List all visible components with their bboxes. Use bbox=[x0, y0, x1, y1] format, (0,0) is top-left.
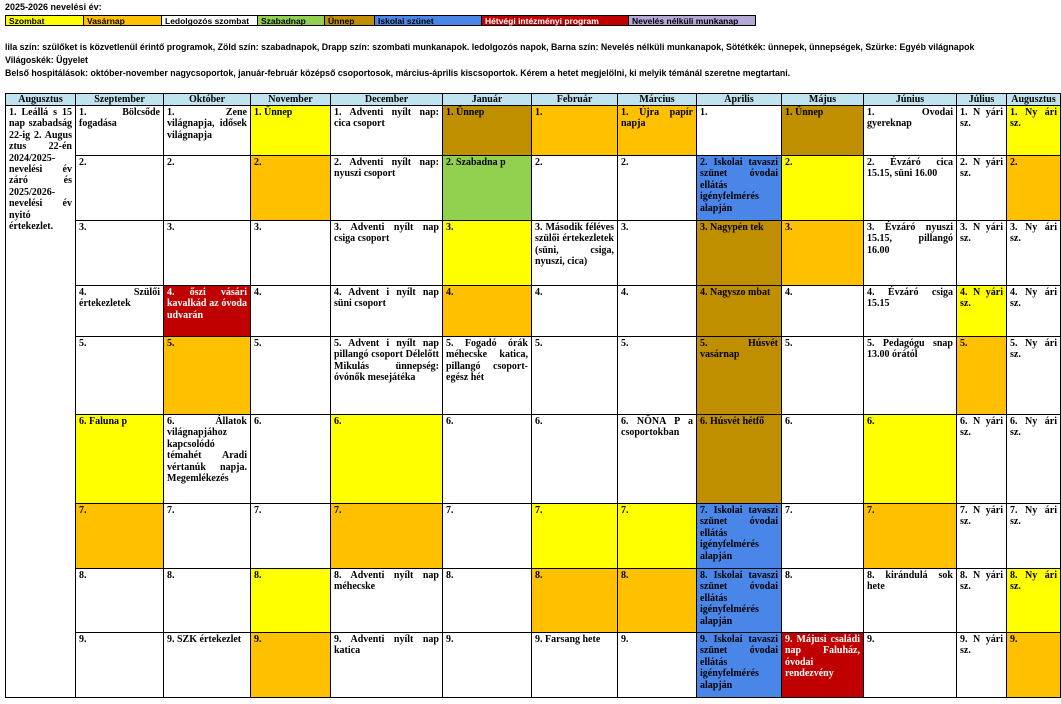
calendar-cell: 1. Zene világnapja, idősek világnapja bbox=[164, 106, 251, 156]
calendar-cell: 9. bbox=[864, 633, 957, 698]
calendar-cell: 5. bbox=[251, 337, 331, 415]
calendar-cell: 7. bbox=[164, 504, 251, 569]
calendar-cell: 7. Iskolai tavaszi szünet óvodai ellátás igényfelmérés alapján bbox=[697, 504, 782, 569]
calendar-cell: 9. N yári sz. bbox=[957, 633, 1007, 698]
table-row bbox=[6, 221, 1061, 286]
calendar-cell: 9. bbox=[1007, 633, 1061, 698]
table-row bbox=[6, 415, 1061, 504]
calendar-cell: 8. bbox=[782, 569, 864, 633]
calendar-cell: 1. Bölcsőde fogadása bbox=[76, 106, 164, 156]
table-row bbox=[6, 633, 1061, 698]
calendar-cell: 3. Évzáró nyuszi 15.15, pillangó 16.00 bbox=[864, 221, 957, 286]
calendar-cell: 1. Ny ári sz. bbox=[1007, 106, 1061, 156]
legend-item: Vasárnap bbox=[83, 15, 162, 26]
calendar-cell: 5. Ny ári sz. bbox=[1007, 337, 1061, 415]
calendar-cell: 3. Ny ári sz. bbox=[1007, 221, 1061, 286]
calendar-cell: 3. bbox=[782, 221, 864, 286]
month-header: Augusztus bbox=[1007, 94, 1061, 106]
legend bbox=[5, 15, 755, 26]
calendar-cell: 8. bbox=[164, 569, 251, 633]
legend-item: Ledolgozós szombat bbox=[161, 15, 258, 26]
calendar-cell: 4. Évzáró csiga 15.15 bbox=[864, 286, 957, 337]
first-column-note: 1. Leállá s 15 nap szabadság 22-ig 2. Augus ztus 22-én 2024/2025-nevelési év záró és 2025/2026-nevelési év nyitó értekezlet. bbox=[6, 106, 76, 698]
calendar-cell: 9. bbox=[618, 633, 697, 698]
calendar-cell: 7. bbox=[76, 504, 164, 569]
calendar-cell: 7. bbox=[782, 504, 864, 569]
calendar-cell: 7. bbox=[251, 504, 331, 569]
calendar-cell: 5. bbox=[164, 337, 251, 415]
calendar-cell: 4. bbox=[443, 286, 532, 337]
month-header: Április bbox=[697, 94, 782, 106]
calendar-cell: 8. bbox=[618, 569, 697, 633]
calendar-cell: 1. Adventi nyílt nap: cica csoport bbox=[331, 106, 443, 156]
calendar-cell: 6. NÖNA P a csoportokban bbox=[618, 415, 697, 504]
month-header: Március bbox=[618, 94, 697, 106]
calendar-cell: 8. N yári sz. bbox=[957, 569, 1007, 633]
legend-item: Hétvégi intézményi program bbox=[481, 15, 629, 26]
note-line: Belső hospitálások: október-november nagycsoportok, január-február középső csoportosok, március-április kiscsoportok. Kérem a hetet megjelölni, ki melyik témánál szeretne megtartani. bbox=[5, 67, 791, 78]
calendar-cell: 4. Szülői értekezletek bbox=[76, 286, 164, 337]
month-header: Május bbox=[782, 94, 864, 106]
calendar-cell: 9. SZK értekezlet bbox=[164, 633, 251, 698]
calendar-cell: 8. Iskolai tavaszi szünet óvodai ellátás igényfelmérés alapján bbox=[697, 569, 782, 633]
calendar-cell: 4. Advent i nyílt nap süni csoport bbox=[331, 286, 443, 337]
month-header: Július bbox=[957, 94, 1007, 106]
calendar-cell: 8. bbox=[251, 569, 331, 633]
calendar-cell: 6. bbox=[251, 415, 331, 504]
calendar-cell: 2. Szabadna p bbox=[443, 156, 532, 221]
calendar-cell: 3. Második féléves szülői értekezletek (süni, csiga, nyuszi, cica) bbox=[532, 221, 618, 286]
calendar-cell: 4. bbox=[618, 286, 697, 337]
calendar-cell: 4. bbox=[251, 286, 331, 337]
calendar-cell: 4. Ny ári sz. bbox=[1007, 286, 1061, 337]
calendar-cell: 6. bbox=[782, 415, 864, 504]
calendar-cell: 9. Iskolai tavaszi szünet óvodai ellátás igényfelmérés alapján bbox=[697, 633, 782, 698]
month-header: November bbox=[251, 94, 331, 106]
calendar-cell: 8. bbox=[76, 569, 164, 633]
calendar-cell: 3. bbox=[76, 221, 164, 286]
calendar-cell: 9. bbox=[443, 633, 532, 698]
calendar-cell: 1. bbox=[697, 106, 782, 156]
calendar-cell: 3. Nagypén tek bbox=[697, 221, 782, 286]
calendar-cell: 4. bbox=[782, 286, 864, 337]
calendar-cell: 5. Húsvét vasárnap bbox=[697, 337, 782, 415]
month-header: Augusztus bbox=[6, 94, 76, 106]
calendar-cell: 6. bbox=[331, 415, 443, 504]
calendar-cell: 1. Ünnep bbox=[443, 106, 532, 156]
calendar-cell: 4. N yári sz. bbox=[957, 286, 1007, 337]
calendar-cell: 2. bbox=[618, 156, 697, 221]
calendar-cell: 9. Májusi családi nap Faluház, óvodai rendezvény bbox=[782, 633, 864, 698]
calendar-cell: 9. Adventi nyílt nap katica bbox=[331, 633, 443, 698]
calendar-cell: 2. bbox=[164, 156, 251, 221]
calendar-cell: 5. bbox=[532, 337, 618, 415]
calendar-cell: 3. bbox=[251, 221, 331, 286]
calendar-cell: 6. Ny ári sz. bbox=[1007, 415, 1061, 504]
calendar-cell: 2. bbox=[251, 156, 331, 221]
calendar-cell: 8. bbox=[443, 569, 532, 633]
calendar-cell: 2. bbox=[532, 156, 618, 221]
calendar-cell: 6. Állatok világnapjához kapcsolódó témahét Aradi vértanúk napja. Megemlékezés bbox=[164, 415, 251, 504]
calendar-cell: 3. Adventi nyílt nap csiga csoport bbox=[331, 221, 443, 286]
calendar-cell: 7. bbox=[618, 504, 697, 569]
calendar-cell: 9. bbox=[251, 633, 331, 698]
calendar-cell: 2. Évzáró cica 15.15, süni 16.00 bbox=[864, 156, 957, 221]
calendar-cell: 7. bbox=[532, 504, 618, 569]
calendar-cell: 4. őszi vásári kavalkád az óvoda udvarán bbox=[164, 286, 251, 337]
month-header: Január bbox=[443, 94, 532, 106]
calendar-cell: 7. Ny ári sz. bbox=[1007, 504, 1061, 569]
calendar-cell: 3. bbox=[443, 221, 532, 286]
calendar-cell: 6. Faluna p bbox=[76, 415, 164, 504]
page-title: 2025-2026 nevelési év: bbox=[5, 2, 102, 12]
calendar-cell: 1. Ovodai gyereknap bbox=[864, 106, 957, 156]
calendar-cell: 2. N yári sz. bbox=[957, 156, 1007, 221]
legend-item: Szabadnap bbox=[257, 15, 325, 26]
calendar-cell: 1. Ünnep bbox=[782, 106, 864, 156]
legend-item: Iskolai szünet bbox=[374, 15, 482, 26]
month-header: Június bbox=[864, 94, 957, 106]
calendar-cell: 4. Nagyszo mbat bbox=[697, 286, 782, 337]
table-row bbox=[6, 106, 1061, 156]
month-header: December bbox=[331, 94, 443, 106]
table-row bbox=[6, 337, 1061, 415]
calendar-cell: 7. N yári sz. bbox=[957, 504, 1007, 569]
table-row bbox=[6, 156, 1061, 221]
calendar-cell: 2. bbox=[76, 156, 164, 221]
calendar-table bbox=[5, 93, 1061, 698]
calendar-cell: 3. N yári sz. bbox=[957, 221, 1007, 286]
calendar-cell: 8. Ny ári sz. bbox=[1007, 569, 1061, 633]
calendar-cell: 7. bbox=[331, 504, 443, 569]
note-line: lila szín: szülőket is közvetlenül érintő programok, Zöld szín: szabadnapok, Drapp szín: szombati munkanapok. ledolgozós napok, Barna szín: Nevelés nélküli munkanapok, Sötétkék: ünnepek, ünnepségek, Szürke: Egyéb világnapok bbox=[5, 42, 975, 52]
legend-item: Szombat bbox=[5, 15, 84, 26]
legend-item: Ünnep bbox=[324, 15, 375, 26]
calendar-cell: 6. bbox=[443, 415, 532, 504]
month-header: Október bbox=[164, 94, 251, 106]
calendar-cell: 6. Húsvét hétfő bbox=[697, 415, 782, 504]
calendar-cell: 6. bbox=[864, 415, 957, 504]
table-row bbox=[6, 569, 1061, 633]
calendar-cell: 5. bbox=[76, 337, 164, 415]
calendar-cell: 2. bbox=[782, 156, 864, 221]
calendar-cell: 6. bbox=[532, 415, 618, 504]
calendar-cell: 5. Advent i nyílt nap pillangó csoport Délelőtt Mikulás ünnepség: óvónők mesejátéka bbox=[331, 337, 443, 415]
calendar-cell: 4. bbox=[532, 286, 618, 337]
calendar-cell: 5. bbox=[957, 337, 1007, 415]
table-row bbox=[6, 504, 1061, 569]
note-line: Világoskék: Ügyelet bbox=[5, 54, 88, 65]
calendar-cell: 1. bbox=[532, 106, 618, 156]
calendar-cell: 2. bbox=[1007, 156, 1061, 221]
calendar-cell: 8. kirándulá sok hete bbox=[864, 569, 957, 633]
calendar-cell: 6. N yári sz. bbox=[957, 415, 1007, 504]
calendar-cell: 2. Iskolai tavaszi szünet óvodai ellátás igényfelmérés alapján bbox=[697, 156, 782, 221]
calendar-cell: 5. bbox=[782, 337, 864, 415]
month-header: Február bbox=[532, 94, 618, 106]
calendar-cell: 8. Adventi nyílt nap méhecske bbox=[331, 569, 443, 633]
calendar-cell: 9. Farsang hete bbox=[532, 633, 618, 698]
month-header-row bbox=[6, 94, 1061, 106]
notes bbox=[5, 41, 1055, 79]
legend-item: Nevelés nélküli munkanap bbox=[628, 15, 756, 26]
calendar-cell: 5. Pedagógu snap 13.00 órától bbox=[864, 337, 957, 415]
calendar-cell: 7. bbox=[443, 504, 532, 569]
calendar-cell: 8. bbox=[532, 569, 618, 633]
calendar-cell: 7. bbox=[864, 504, 957, 569]
calendar-cell: 9. bbox=[76, 633, 164, 698]
calendar-cell: 5. Fogadó órák méhecske katica, pillangó csoport-egész hét bbox=[443, 337, 532, 415]
calendar-cell: 5. bbox=[618, 337, 697, 415]
month-header: Szeptember bbox=[76, 94, 164, 106]
calendar-cell: 3. bbox=[618, 221, 697, 286]
calendar-cell: 2. Adventi nyílt nap: nyuszi csoport bbox=[331, 156, 443, 221]
calendar-cell: 1. Újra papír napja bbox=[618, 106, 697, 156]
calendar-cell: 1. Ünnep bbox=[251, 106, 331, 156]
calendar-cell: 1. N yári sz. bbox=[957, 106, 1007, 156]
table-row bbox=[6, 286, 1061, 337]
calendar-cell: 3. bbox=[164, 221, 251, 286]
